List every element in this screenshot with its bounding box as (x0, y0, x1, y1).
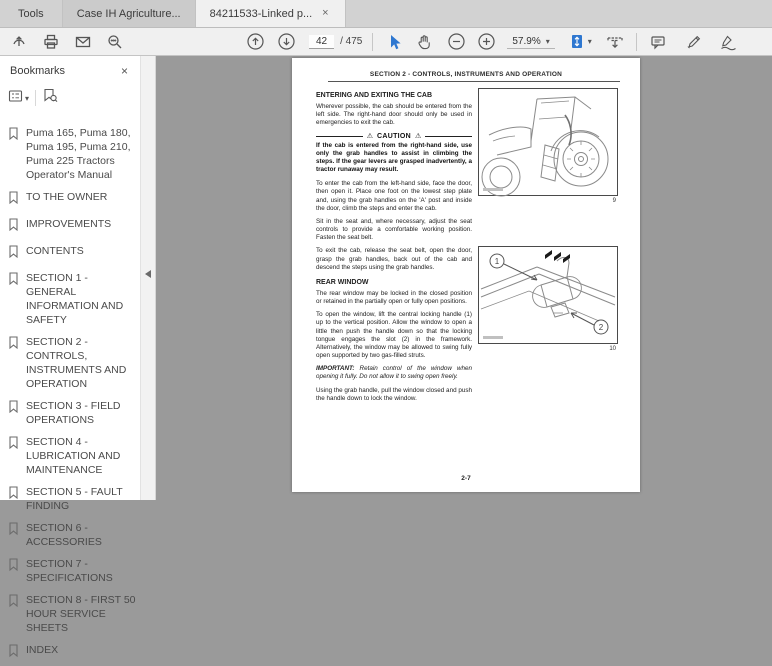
page-number-input[interactable]: 42 (309, 35, 334, 49)
tab-tools-label: Tools (18, 7, 44, 20)
plus-circle-icon (477, 32, 496, 51)
important-label: IMPORTANT: (316, 365, 355, 373)
next-page-button[interactable] (275, 30, 297, 54)
print-button[interactable] (40, 30, 62, 54)
caution-box (316, 133, 472, 175)
hand-icon (415, 33, 433, 51)
text-column (316, 88, 472, 408)
bookmark-icon (8, 557, 20, 585)
figure-number: 9 (612, 198, 616, 204)
bookmark-icon (8, 521, 20, 549)
bookmark-item-section-7[interactable]: SECTION 7 - SPECIFICATIONS (8, 553, 136, 589)
bookmark-item-section-6[interactable]: SECTION 6 - ACCESSORIES (8, 517, 136, 553)
panel-splitter[interactable] (140, 56, 156, 500)
bookmark-item-section-5[interactable]: SECTION 5 - FAULT FINDING (8, 481, 136, 517)
figure-rear-window-handle (478, 246, 618, 344)
select-tool-button[interactable] (383, 30, 405, 54)
comment-icon (649, 33, 667, 51)
arrow-up-circle-icon (246, 32, 265, 51)
paragraph: The rear window may be locked in the closed position or retained in the partially open or fully open positions. (316, 289, 472, 306)
bookmark-icon (8, 643, 20, 662)
previous-page-button[interactable] (244, 30, 266, 54)
tab-tools[interactable] (0, 0, 63, 27)
panel-close-icon[interactable]: × (120, 64, 128, 78)
bookmark-item-section-3[interactable]: SECTION 3 - FIELD OPERATIONS (8, 395, 136, 431)
header-rule (328, 81, 620, 82)
bookmark-item-contents[interactable]: CONTENTS (8, 240, 136, 267)
bookmark-item-improvements[interactable]: IMPROVEMENTS (8, 213, 136, 240)
caution-rule (316, 136, 363, 137)
bookmark-item-section-4[interactable]: SECTION 4 - LUBRICATION AND MAINTENANCE (8, 431, 136, 481)
expand-current-bookmark-button[interactable] (42, 88, 58, 108)
tab-document-case-ih[interactable] (63, 0, 196, 27)
page-total-label: / 475 (340, 36, 363, 47)
toolbar-divider (636, 33, 637, 51)
email-icon (74, 33, 92, 51)
caution-label: CAUTION (377, 132, 411, 140)
toolbar-divider (372, 33, 373, 51)
paragraph: To open the window, lift the central locking handle (1) up to the vertical position. Allow the window to open a little then push the handle down so that the locking tongue engages the slot (2) in the framework. Alternatively, the window may be allowed to swing fully open supported by two gas-filled struts. (316, 311, 472, 360)
bookmark-icon (8, 126, 20, 182)
warning-triangle-icon: ⚠ (415, 132, 422, 140)
minus-circle-icon (447, 32, 466, 51)
paragraph: To exit the cab, release the seat belt, open the door, grasp the grab handles, back out of the cab and descend the steps using the grab handles. (316, 247, 472, 271)
paragraph: Using the grab handle, pull the window closed and push the handle down to lock the window. (316, 386, 472, 402)
caution-heading (316, 133, 472, 140)
figure-tractor-cab-steps (478, 88, 618, 196)
signature-pen-icon (718, 33, 738, 51)
bookmark-icon (8, 335, 20, 391)
page-fit-icon (569, 33, 585, 51)
collapse-panel-icon[interactable] (145, 270, 151, 278)
page-footer-number: 2-7 (461, 475, 471, 482)
tab-document-active-label: 84211533-Linked p... (209, 7, 313, 20)
chevron-down-icon: ▾ (587, 37, 592, 46)
bookmark-item-section-2[interactable]: SECTION 2 - CONTROLS, INSTRUMENTS AND OPERATION (8, 331, 136, 395)
email-button[interactable] (72, 30, 94, 54)
bookmark-item-index[interactable]: INDEX (8, 639, 136, 666)
section-heading-entering: ENTERING AND EXITING THE CAB (316, 92, 433, 99)
important-note (316, 365, 472, 381)
tab-bar (0, 0, 772, 28)
share-icon (10, 33, 28, 51)
scroll-mode-button[interactable] (604, 30, 626, 54)
bookmark-options-button[interactable] (8, 89, 29, 108)
bookmark-item-section-1[interactable]: SECTION 1 - GENERAL INFORMATION AND SAFETY (8, 267, 136, 331)
tab-document-active[interactable] (196, 0, 346, 27)
bookmark-icon (8, 244, 20, 263)
bookmark-search-icon (42, 90, 58, 107)
bookmarks-toolbar (0, 84, 140, 116)
cursor-arrow-icon (386, 33, 402, 51)
bookmarks-panel-header (0, 56, 140, 84)
hand-tool-button[interactable] (413, 30, 435, 54)
chevron-down-icon: ▾ (25, 93, 30, 103)
paragraph: Sit in the seat and, where necessary, adjust the seat controls to provide a comfortable working position. Fasten the seat belt. (316, 217, 472, 242)
tab-document-case-ih-label: Case IH Agriculture... (76, 7, 181, 20)
share-button[interactable] (8, 30, 30, 54)
figure-callout-2: 2 (598, 323, 604, 332)
document-view[interactable] (156, 56, 772, 500)
caution-rule (425, 136, 472, 137)
options-list-icon (8, 89, 23, 108)
page-fit-dropdown[interactable] (569, 30, 592, 54)
comment-button[interactable] (647, 30, 669, 54)
zoom-out-button[interactable] (445, 30, 467, 54)
bookmark-icon (8, 217, 20, 236)
bookmark-icon (8, 271, 20, 327)
bookmark-item-manual-title[interactable]: Puma 165, Puma 180, Puma 195, Puma 210, Puma 225 Tractors Operator's Manual (8, 122, 136, 186)
zoom-level-dropdown[interactable] (507, 35, 554, 49)
fit-width-icon (605, 33, 625, 51)
bookmark-icon (8, 190, 20, 209)
zoom-in-button[interactable] (475, 30, 497, 54)
bookmark-item-section-8[interactable]: SECTION 8 - FIRST 50 HOUR SERVICE SHEETS (8, 589, 136, 639)
arrow-down-circle-icon (277, 32, 296, 51)
pdf-page (292, 58, 640, 492)
warning-triangle-icon: ⚠ (366, 132, 373, 140)
bookmarks-panel-title: Bookmarks (10, 65, 66, 77)
search-button[interactable] (104, 30, 126, 54)
highlight-button[interactable] (683, 30, 705, 54)
bookmark-icon (8, 485, 20, 513)
bookmark-icon (8, 399, 20, 427)
bookmark-icon (8, 593, 20, 635)
bookmark-item-to-the-owner[interactable]: TO THE OWNER (8, 186, 136, 213)
bookmarks-list (0, 116, 140, 666)
print-icon (42, 33, 60, 51)
chevron-down-icon: ▾ (545, 36, 550, 46)
bookmark-icon (8, 435, 20, 477)
figure-number: 10 (609, 346, 616, 352)
section-heading-rear-window: REAR WINDOW (316, 278, 369, 286)
important-text: Retain control of the window when opening it fully. Do not allow it to swing open freely. (316, 365, 472, 381)
main-toolbar (0, 28, 772, 56)
bookmarks-toolbar-divider (35, 90, 36, 106)
zoom-level-value: 57.9% (512, 35, 541, 47)
pencil-icon (685, 33, 703, 51)
figure-callout-1: 1 (494, 257, 500, 266)
search-icon (106, 33, 124, 51)
paragraph: Wherever possible, the cab should be entered from the left side. The right-hand door should only be used in emergencies to exit the cab. (316, 103, 472, 127)
tab-close-icon[interactable]: × (322, 7, 329, 19)
bookmarks-panel (0, 56, 140, 656)
caution-text: If the cab is entered from the right-hand side, use only the grab handles to assist in climbing the steps. If the gear levers are grasped inadvertently, a tractor runaway may result. (316, 141, 472, 174)
figure-column (478, 88, 618, 352)
page-running-header: SECTION 2 - CONTROLS, INSTRUMENTS AND OPERATION (369, 71, 563, 78)
paragraph: To enter the cab from the left-hand side, face the door, then open it. Place one foot on the lowest step plate and, using the grab handles on the 'A' post and inside the door, climb the steps and enter the cab. (316, 180, 472, 212)
fill-sign-button[interactable] (717, 30, 739, 54)
